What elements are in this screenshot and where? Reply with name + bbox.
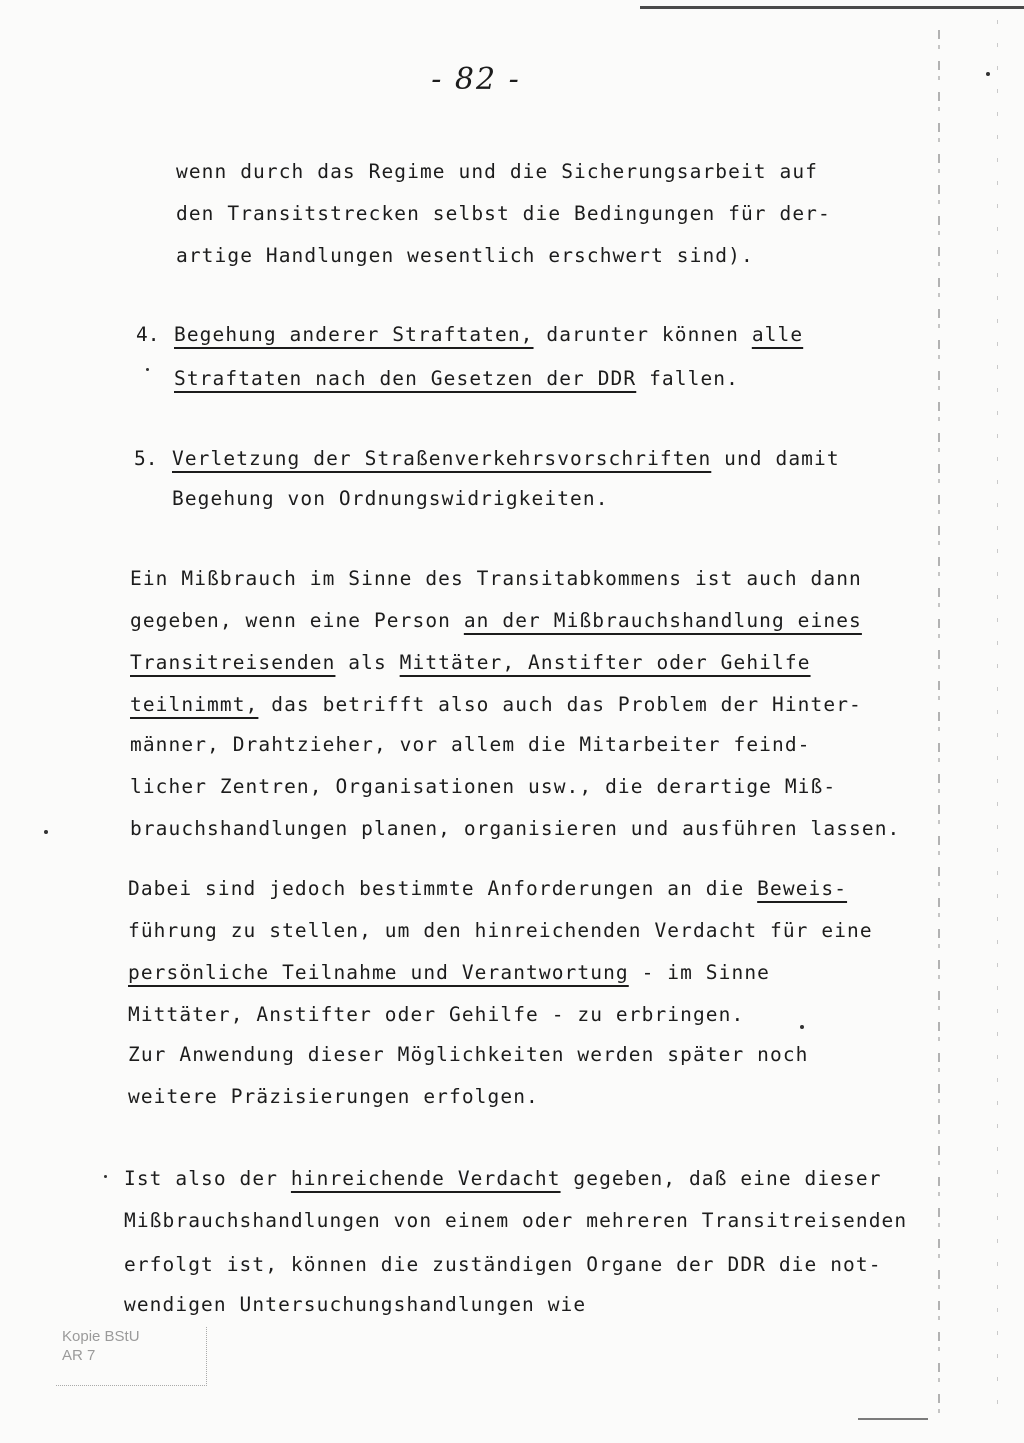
scan-edge-bottom [858,1418,928,1420]
text-span: gegeben, daß eine dieser [560,1167,882,1190]
text-line [130,688,862,722]
text-line [172,442,840,476]
page-number: - 82 - [431,62,521,97]
text-line: männer, Drahtzieher, vor allem die Mitarbeiter feind- [130,733,811,756]
text-line: Begehung von Ordnungswidrigkeiten. [172,487,609,510]
text-span: fallen. [636,367,739,390]
text-span: das betrifft also auch das Problem der Hinter- [258,693,862,716]
scan-speck [44,830,48,834]
stamp-line: Kopie BStU [62,1328,140,1345]
text-line [130,646,811,680]
scan-edge-right [938,30,940,1420]
text-line: Mißbrauchshandlungen von einem oder mehreren Transitreisenden [124,1209,908,1232]
underlined-phrase: hinreichende Verdacht [290,1167,561,1190]
stamp-line: AR 7 [62,1347,96,1364]
underlined-phrase: Transitreisenden [130,651,336,674]
underlined-phrase: Verletzung der Straßenverkehrsvorschriften [172,447,712,470]
text-line: Ein Mißbrauch im Sinne des Transitabkommens ist auch dann [130,567,862,590]
text-line: Zur Anwendung dieser Möglichkeiten werden später noch [128,1043,809,1066]
text-line [174,362,739,396]
text-line [124,1162,882,1196]
scan-speck [800,1025,804,1029]
scan-edge-right-outer [997,20,998,1420]
text-line [174,318,803,352]
text-span: als [335,651,400,674]
text-line: wenn durch das Regime und die Sicherungsarbeit auf [176,160,818,183]
text-span: - im Sinne [628,961,771,984]
text-line: licher Zentren, Organisationen usw., die derartige Miß- [130,775,837,798]
text-line [128,872,847,906]
archive-stamp [56,1327,207,1386]
underlined-phrase: Straftaten nach den Gesetzen der DDR [174,367,637,390]
underlined-phrase: an der Mißbrauchshandlung eines [463,609,862,632]
list-item-number: 4. [136,323,160,346]
scan-edge-top [640,6,1024,9]
text-span: gegeben, wenn eine Person [130,609,464,632]
scan-speck [986,72,990,76]
text-line: erfolgt ist, können die zuständigen Organe der DDR die not- [124,1253,882,1276]
text-line [128,956,770,990]
underlined-phrase: Beweis- [757,877,848,900]
underlined-phrase: Mittäter, Anstifter oder Gehilfe [399,651,811,674]
text-line [130,604,862,638]
underlined-phrase: teilnimmt, [130,693,259,716]
text-span: und damit [711,447,840,470]
text-line: wendigen Untersuchungshandlungen wie [124,1293,587,1316]
text-line: weitere Präzisierungen erfolgen. [128,1085,539,1108]
list-item-number: 5. [134,447,158,470]
underlined-phrase: Begehung anderer Straftaten, [174,323,534,346]
text-line: führung zu stellen, um den hinreichenden Verdacht für eine [128,919,873,942]
underlined-phrase: persönliche Teilnahme und Verantwortung [128,961,629,984]
text-line: artige Handlungen wesentlich erschwert sind). [176,244,754,267]
scan-speck [146,368,149,371]
text-line: brauchshandlungen planen, organisieren und ausführen lassen. [130,817,901,840]
text-span: Ist also der [124,1167,291,1190]
text-line: den Transitstrecken selbst die Bedingungen für der- [176,202,831,225]
text-span: Dabei sind jedoch bestimmte Anforderungen an die [128,877,758,900]
text-line: Mittäter, Anstifter oder Gehilfe - zu erbringen. [128,1003,745,1026]
scan-speck [104,1175,107,1178]
text-span: darunter können [533,323,752,346]
underlined-phrase: alle [751,323,804,346]
